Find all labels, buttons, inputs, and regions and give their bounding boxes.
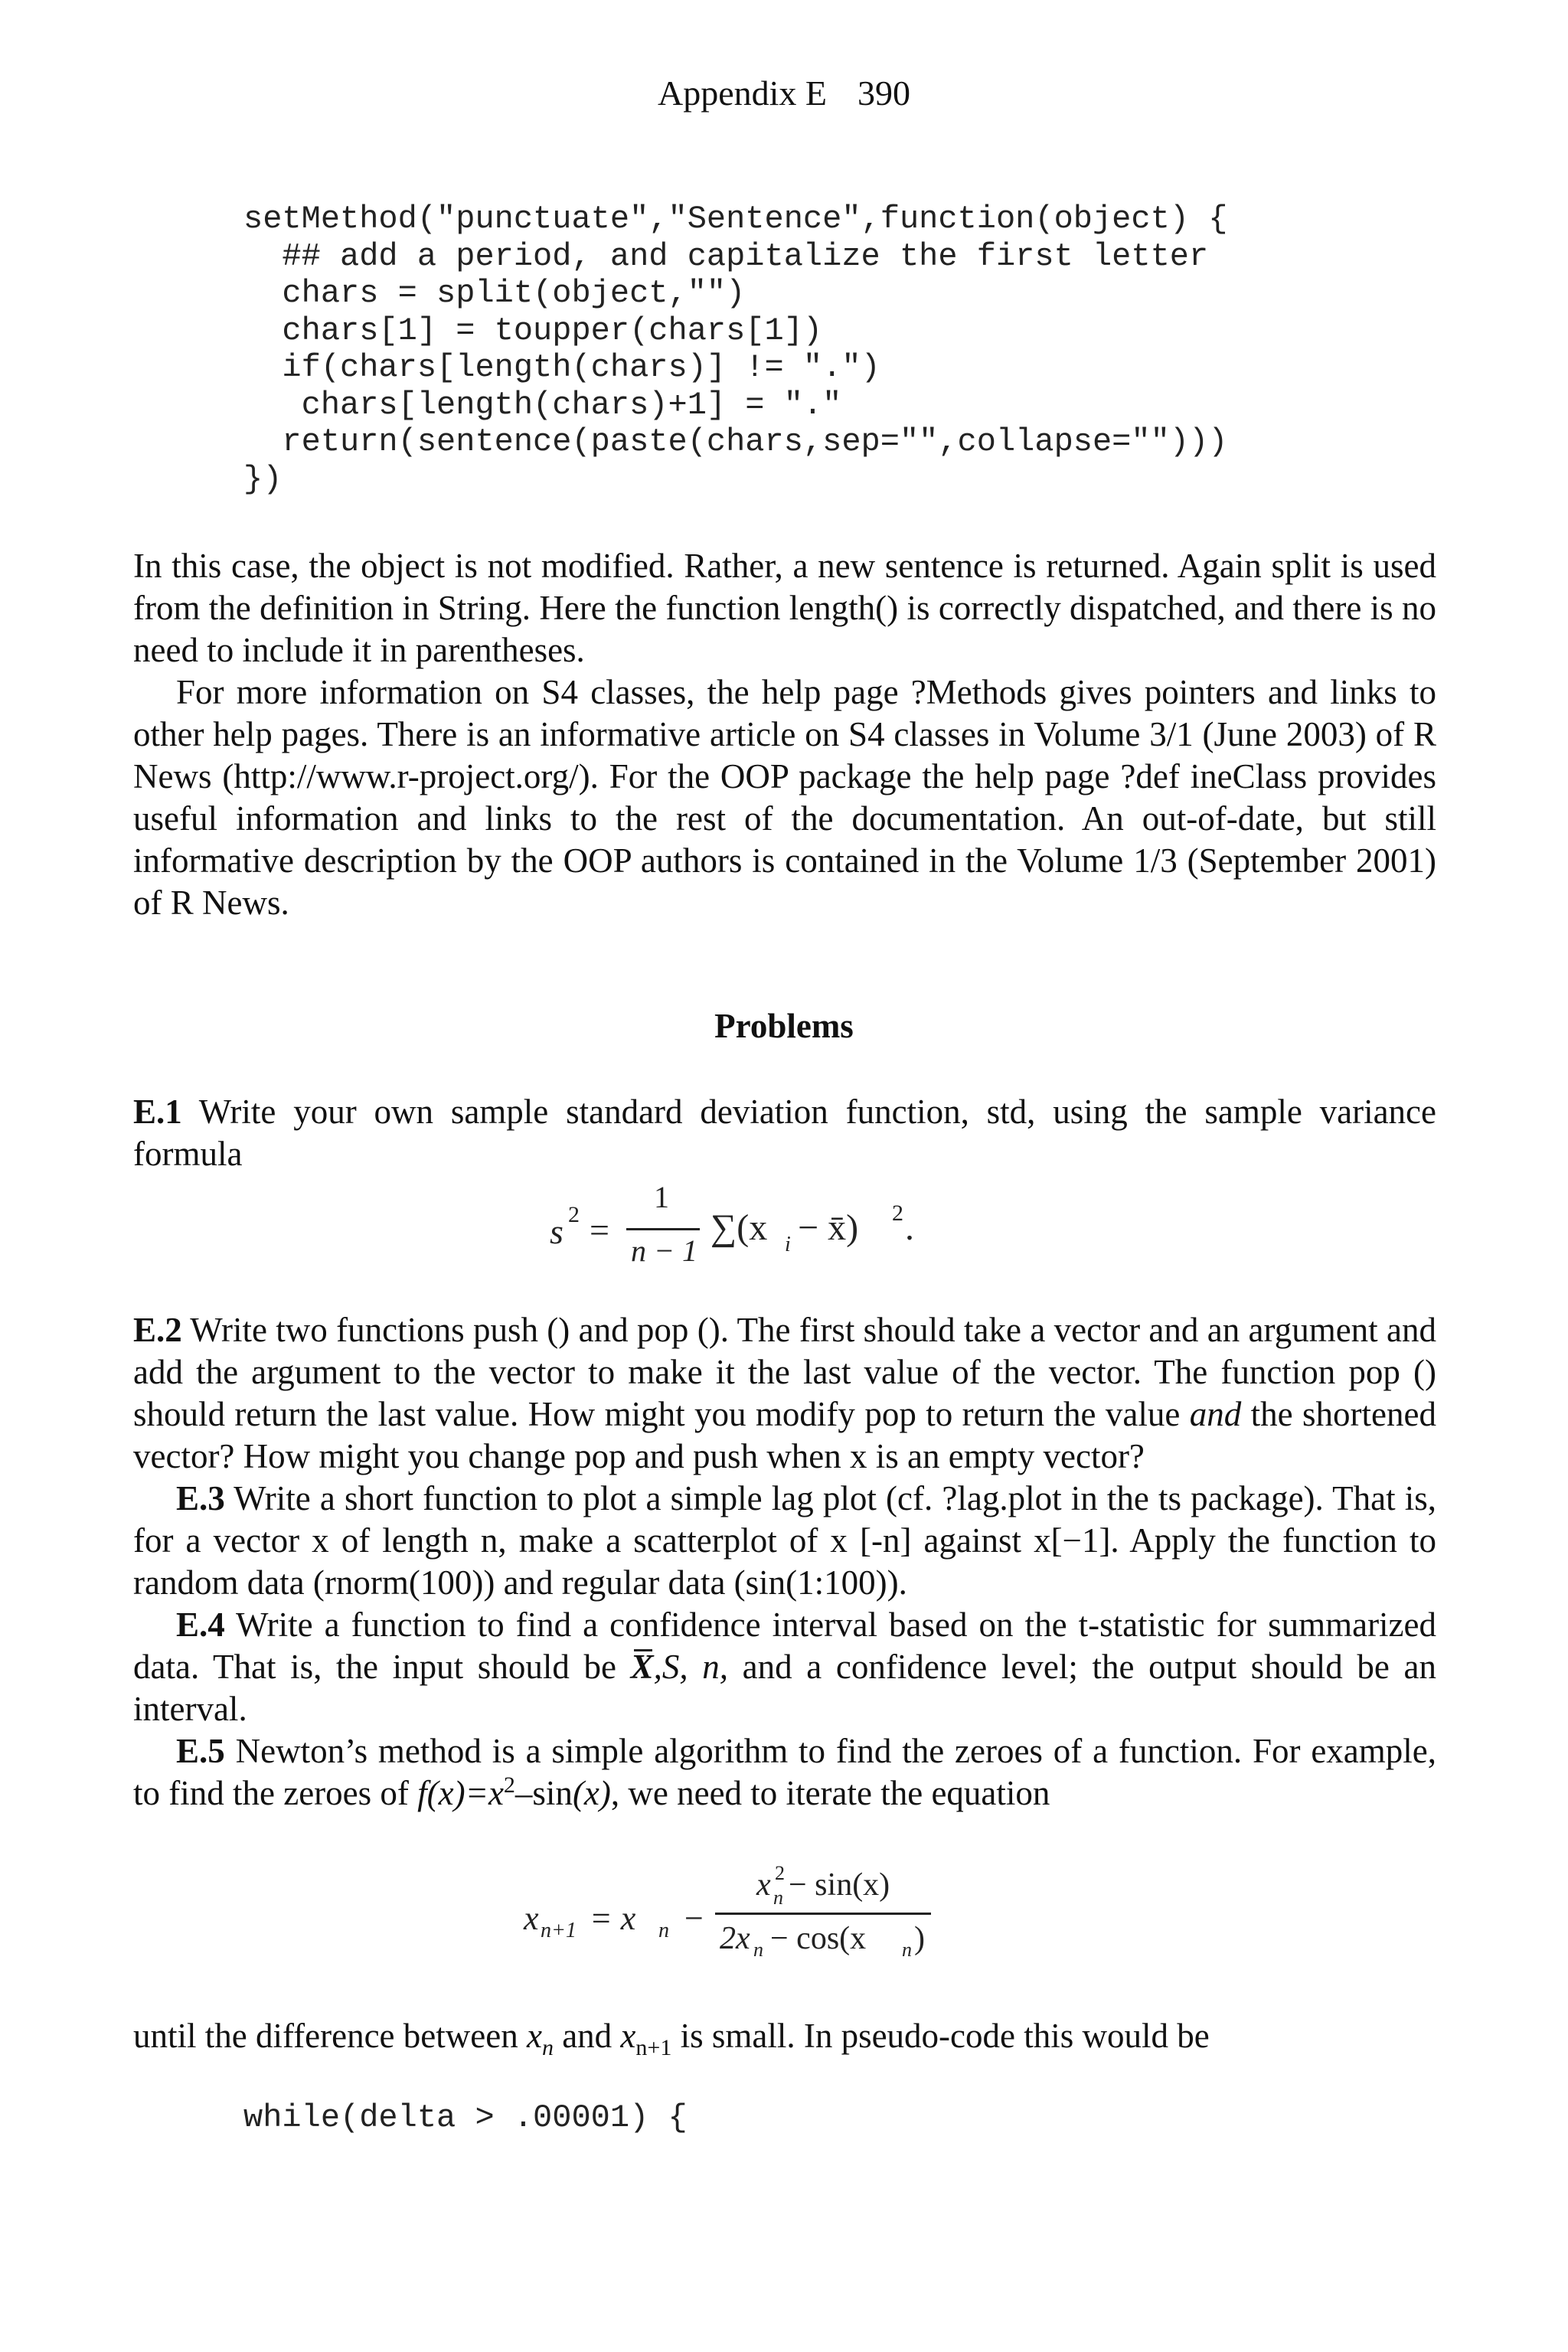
function-exponent: 2 xyxy=(503,1772,515,1798)
code-line: chars[1] = toupper(chars[1]) xyxy=(243,312,823,349)
problem-label: E.2 xyxy=(133,1311,182,1349)
newton-num: x xyxy=(756,1867,771,1903)
header-section: Appendix E xyxy=(657,74,827,113)
newton-den-close: ) xyxy=(914,1921,925,1956)
variance-numerator: 1 xyxy=(654,1180,669,1214)
newton-formula xyxy=(524,1862,983,1968)
function-arg: (x) xyxy=(572,1774,611,1812)
code-block-setmethod xyxy=(243,201,1227,498)
newton-num-sub: n xyxy=(773,1886,783,1909)
closing-text-1: until the difference between xyxy=(133,2017,527,2055)
closing-text-2: is small. In pseudo-code this would be xyxy=(671,2017,1210,2055)
problem-e2 xyxy=(133,1309,1436,1478)
function-sin: –sin xyxy=(514,1774,573,1812)
period: . xyxy=(905,1207,914,1248)
problem-text: Write a short function to plot a simple lag plot (cf. ?lag.plot in the ts package). That is, for a vector x of length n, make a scatterplot of x [-n] against x[−1]. Apply the function to random data (rnorm(100)) and regular data (sin(1:100)). xyxy=(133,1479,1436,1602)
paragraph-object-not-modified: In this case, the object is not modified. Rather, a new sentence is returned. Again split is used from the definition in String. Here the function length() is correctly dispatched, and there is no need to include it in parentheses. xyxy=(133,547,1436,669)
code-line: chars = split(object,"") xyxy=(243,275,746,312)
problem-text: , we need to iterate the equation xyxy=(610,1774,1050,1812)
problems-e2-to-e5 xyxy=(133,1309,1436,1815)
problem-e3 xyxy=(133,1478,1436,1604)
running-header xyxy=(0,70,1568,116)
newton-num-rest: − sin(x) xyxy=(789,1867,890,1903)
xbar-symbol: X xyxy=(630,1648,654,1686)
variance-exponent: 2 xyxy=(568,1202,580,1227)
newton-den-close-sub: n xyxy=(902,1939,912,1961)
emphasis-and: and xyxy=(1189,1395,1242,1433)
variance-formula xyxy=(550,1179,1086,1286)
xn-sub: n xyxy=(541,2035,554,2060)
problem-text: Write a function to find a confidence interval based on the t-statistic for summarized data. That is, the input should be xyxy=(133,1606,1436,1686)
code-line: }) xyxy=(243,460,283,498)
variance-denominator: n − 1 xyxy=(631,1233,697,1268)
closing-and: and xyxy=(553,2017,621,2055)
variance-sum: ∑(x xyxy=(710,1207,768,1248)
problems-heading: Problems xyxy=(714,1007,854,1045)
code-line: if(chars[length(chars)] != ".") xyxy=(243,349,880,386)
variance-lhs: s xyxy=(550,1212,564,1251)
newton-mid-sub: n xyxy=(658,1919,669,1942)
code-block-while xyxy=(243,2099,688,2137)
problem-e5 xyxy=(133,1730,1436,1815)
function-def: f(x)=x xyxy=(417,1774,504,1812)
newton-den-sub: n xyxy=(753,1939,763,1961)
xn1-sub: n+1 xyxy=(635,2035,672,2060)
code-line: return(sentence(paste(chars,sep="",collapse=""))) xyxy=(243,423,1228,460)
fraction-bar xyxy=(715,1913,931,1915)
problem-e4 xyxy=(133,1604,1436,1730)
problem-text: Write two functions push () and pop (). The first should take a vector and an argument and add the argument to the vector to make it the last value of the vector. The function pop () should return the last value. How might you modify pop to return the value xyxy=(133,1311,1436,1433)
code-line: chars[length(chars)+1] = "." xyxy=(243,386,842,423)
problem-text: and a confidence level; the output should be an interval. xyxy=(133,1648,1436,1728)
equals-sign: = xyxy=(590,1210,609,1250)
problem-text: Newton’s method is a simple algorithm to find the zeroes of a function. For example, to find the zeroes of xyxy=(133,1732,1436,1812)
newton-den: 2x xyxy=(720,1921,750,1956)
problem-label: E.5 xyxy=(176,1732,225,1770)
problem-text: Write your own sample standard deviation function, std, using the sample variance formula xyxy=(133,1093,1436,1173)
newton-mid: = x xyxy=(590,1900,636,1937)
problem-label: E.3 xyxy=(176,1479,225,1517)
code-line: while(delta > .00001) { xyxy=(243,2099,688,2136)
newton-num-exp: 2 xyxy=(775,1862,785,1884)
closing-text xyxy=(133,2015,1436,2060)
problem-label: E.1 xyxy=(133,1093,182,1131)
problem-e1 xyxy=(133,1091,1436,1175)
paragraph-s4-info: For more information on S4 classes, the help page ?Methods gives pointers and links to other help pages. There is an informative article on S4 classes in Volume 3/1 (June 2003) of R News (http://www.r-project.org/). For the OOP package the help page ?def ineClass provides useful information and links to the rest of the documentation. An out-of-date, but still informative description by the OOP authors is contained in the Volume 1/3 (September 2001) of R News. xyxy=(133,673,1436,922)
problem-text: the shortened vector? How might you change pop and push when x is an empty vector? xyxy=(133,1395,1436,1475)
minus-sign: − xyxy=(684,1900,704,1937)
newton-lhs-sub: n+1 xyxy=(541,1919,577,1942)
variance-sub: i xyxy=(785,1233,791,1256)
newton-den-rest: − cos(x xyxy=(770,1921,867,1956)
code-line: setMethod("punctuate","Sentence",function(object) { xyxy=(243,201,1228,237)
page-number: 390 xyxy=(858,74,910,113)
newton-lhs: x xyxy=(524,1900,539,1937)
code-line: ## add a period, and capitalize the first letter xyxy=(243,237,1209,275)
variance-rest: − x̄) xyxy=(798,1207,859,1248)
problem-vars: ,S, n, xyxy=(653,1648,728,1686)
fraction-bar xyxy=(626,1228,700,1230)
xn1: x xyxy=(620,2017,636,2055)
problem-label: E.4 xyxy=(176,1606,225,1644)
variance-square: 2 xyxy=(892,1200,903,1226)
xn: x xyxy=(526,2017,542,2055)
body-text-s4 xyxy=(133,545,1436,924)
